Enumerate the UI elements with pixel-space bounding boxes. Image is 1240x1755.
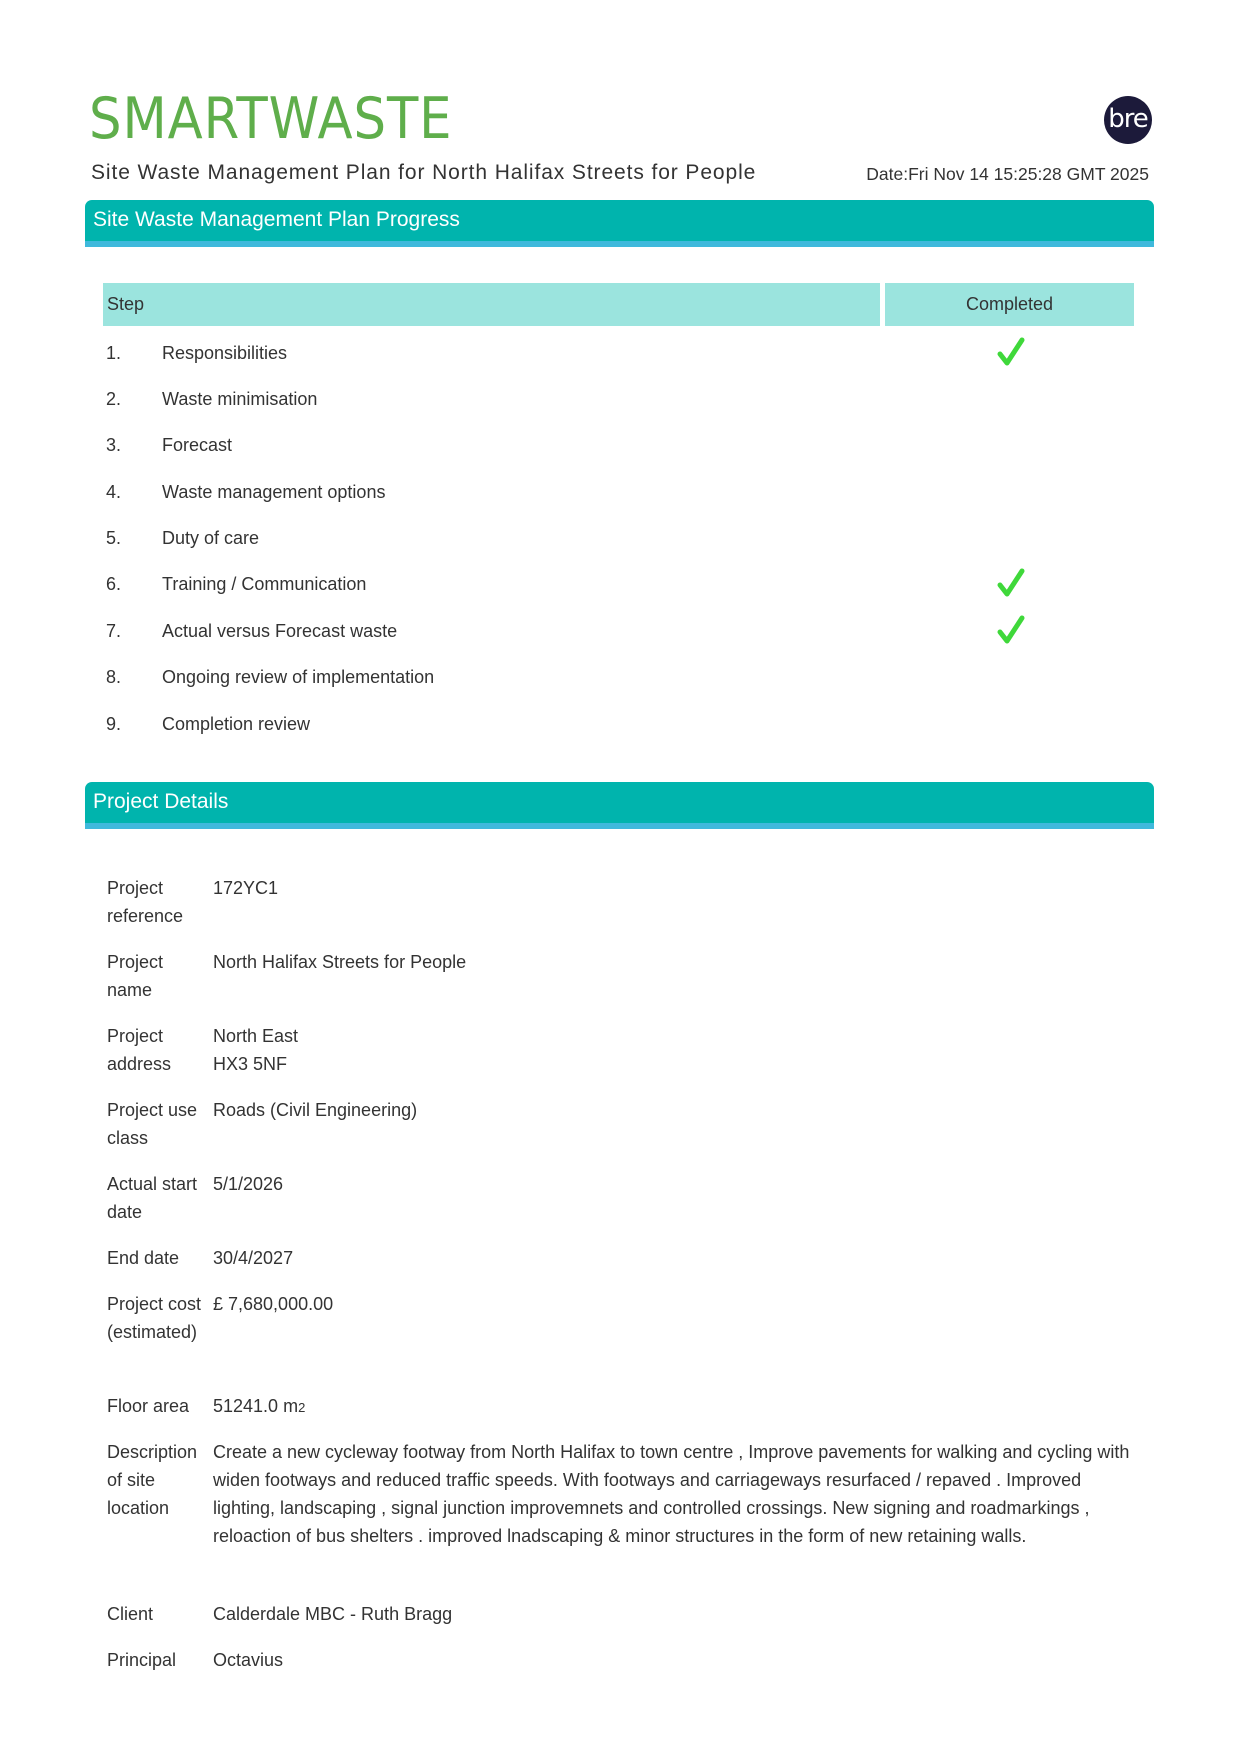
step-row — [0, 662, 1240, 692]
client-value: Calderdale MBC - Ruth Bragg — [213, 1604, 453, 1624]
step-number: 8. — [106, 667, 122, 687]
project-address-label: Project address — [107, 1026, 172, 1074]
step-row — [0, 523, 1240, 553]
project-use-class-label: Project use class — [107, 1100, 198, 1148]
start-date-label: Actual start date — [107, 1174, 198, 1222]
step-label: Completion review — [162, 714, 311, 734]
step-number: 3. — [106, 435, 122, 455]
floor-area-value — [213, 1392, 1138, 1422]
start-date-value: 5/1/2026 — [213, 1174, 284, 1194]
client-label: Client — [107, 1604, 154, 1624]
step-row — [0, 338, 1240, 368]
step-number: 7. — [106, 621, 122, 641]
step-number: 2. — [106, 389, 122, 409]
step-number: 9. — [106, 714, 122, 734]
step-label: Waste management options — [162, 482, 386, 502]
step-label: Actual versus Forecast waste — [162, 621, 398, 641]
project-name-label: Project name — [107, 952, 164, 1000]
project-cost-value: £ 7,680,000.00 — [213, 1294, 334, 1314]
step-row — [0, 709, 1240, 739]
step-label: Training / Communication — [162, 574, 367, 594]
step-row — [0, 569, 1240, 599]
step-column-header: Step — [103, 283, 880, 326]
project-reference-value: 172YC1 — [213, 878, 279, 898]
checkmark-icon — [996, 567, 1026, 601]
project-use-class-value: Roads (Civil Engineering) — [213, 1100, 418, 1120]
step-label: Waste minimisation — [162, 389, 318, 409]
project-details-banner — [85, 782, 1154, 829]
step-number: 6. — [106, 574, 122, 594]
floor-area-number: 51241.0 m — [213, 1396, 299, 1416]
step-row — [0, 384, 1240, 414]
floor-area-unit-superscript: 2 — [298, 1400, 306, 1415]
project-address-value: North East HX3 5NF — [213, 1026, 299, 1074]
step-number: 4. — [106, 482, 122, 502]
description-value: Create a new cycleway footway from North Halifax to town centre , Improve pavements for walking and cycling with widen footways and reduced traffic speeds. With footways and carriageways resurfaced / repaved . Improved lighting, landscaping , signal junction improvemnets and controlled crossings. New signing and roadmarkings , reloaction of bus shelters . improved lnadscaping & minor structures in the form of new retaining walls. — [213, 1442, 1130, 1546]
step-label: Duty of care — [162, 528, 260, 548]
step-label: Responsibilities — [162, 343, 288, 363]
bre-logo: bre — [1104, 96, 1152, 144]
project-reference-label: Project reference — [107, 878, 184, 926]
end-date-value: 30/4/2027 — [213, 1248, 294, 1268]
step-label: Ongoing review of implementation — [162, 667, 435, 687]
smartwaste-logo: SMARTWASTE — [89, 86, 453, 152]
floor-area-label: Floor area — [107, 1396, 190, 1416]
project-cost-label: Project cost (estimated) — [107, 1294, 202, 1342]
completed-column-header: Completed — [885, 283, 1134, 326]
step-row — [0, 477, 1240, 507]
progress-section-heading: Site Waste Management Plan Progress — [93, 208, 460, 231]
step-number: 1. — [106, 343, 122, 363]
principal-label: Principal — [107, 1650, 177, 1670]
step-row — [0, 430, 1240, 460]
end-date-label: End date — [107, 1248, 180, 1268]
checkmark-icon — [996, 614, 1026, 648]
report-date: Date:Fri Nov 14 15:25:28 GMT 2025 — [866, 164, 1149, 184]
checkmark-icon — [996, 336, 1026, 370]
step-number: 5. — [106, 528, 122, 548]
description-label: Description of site location — [107, 1442, 198, 1518]
principal-value: Octavius — [213, 1650, 284, 1670]
project-name-value: North Halifax Streets for People — [213, 952, 467, 972]
progress-section-banner — [85, 200, 1154, 247]
document-title: Site Waste Management Plan for North Halifax Streets for People — [91, 161, 757, 184]
project-details-heading: Project Details — [93, 790, 229, 813]
step-label: Forecast — [162, 435, 233, 455]
step-row — [0, 616, 1240, 646]
